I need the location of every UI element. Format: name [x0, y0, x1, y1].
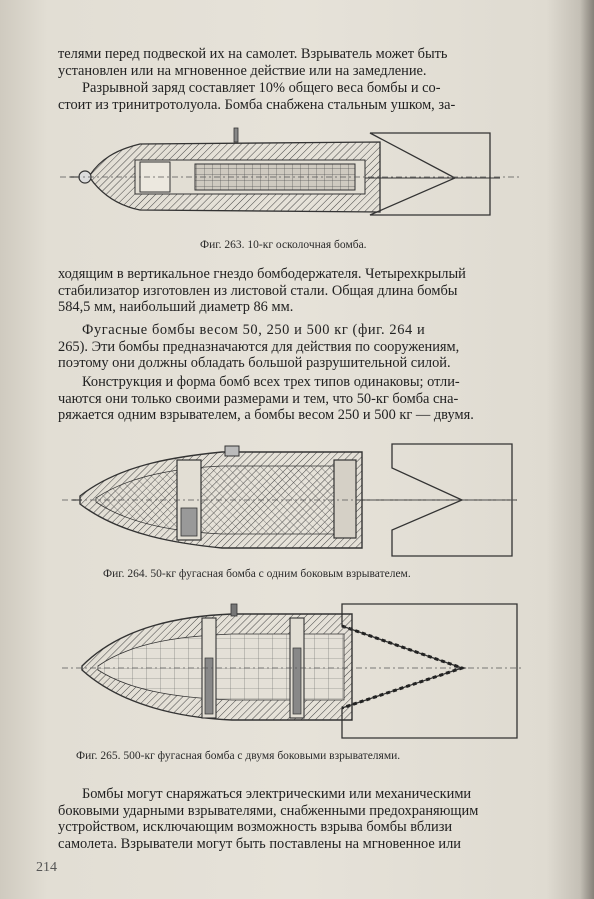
figure-265-caption: Фиг. 265. 500-кг фугасная бомба с двумя боковыми взрывателями. [76, 750, 401, 762]
figure-263 [60, 120, 530, 235]
paragraph-3 [58, 266, 558, 316]
paragraph-5 [58, 374, 558, 424]
demolition-bomb-500kg-drawing [62, 598, 527, 743]
text-line: 584,5 мм, наибольший диаметр 86 мм. [58, 299, 294, 316]
text-line: 265). Эти бомбы предназначаются для действия по сооружениям, [58, 338, 460, 355]
text-line: Фугасные бомбы весом 50, 250 и 500 кг (фиг. 264 и [82, 322, 426, 338]
text-line: самолета. Взрыватели могут быть поставлены на мгновенное или [58, 835, 461, 852]
text-line: Конструкция и форма бомб всех трех типов одинаковы; отли- [82, 374, 460, 390]
text-line: Разрывной заряд составляет 10% общего веса бомбы и со- [82, 80, 441, 96]
fragmentation-bomb-drawing [60, 120, 530, 235]
text-line: телями перед подвеской их на самолет. Взрыватель может быть [58, 46, 448, 62]
figure-263-caption: Фиг. 263. 10-кг осколочная бомба. [200, 239, 367, 251]
text-line: ходящим в вертикальное гнездо бомбодержателя. Четырехкрылый [58, 266, 466, 282]
text-line: установлен или на мгновенное действие или на замедление. [58, 62, 427, 79]
page-number: 214 [36, 860, 57, 875]
text-line: устройством, исключающим возможность взрыва бомбы вблизи [58, 819, 453, 836]
figure-264 [62, 438, 527, 563]
text-line: поэтому они должны обладать большой разрушительной силой. [58, 355, 451, 372]
text-line: чаются они только своими размерами и тем, что 50-кг бомба сна- [58, 390, 459, 407]
page-edge-shadow [580, 0, 594, 899]
text-line: боковыми ударными взрывателями, снабженными предохраняющим [58, 802, 479, 819]
text-line: Бомбы могут снаряжаться электрическими или механическими [82, 786, 472, 802]
text-line: стоит из тринитротолуола. Бомба снабжена стальным ушком, за- [58, 96, 456, 113]
paragraph-1 [58, 46, 558, 79]
demolition-bomb-50kg-drawing [62, 438, 527, 563]
figure-264-caption: Фиг. 264. 50-кг фугасная бомба с одним боковым взрывателем. [103, 568, 411, 580]
text-line: ряжается одним взрывателем, а бомбы весом 250 и 500 кг — двумя. [58, 407, 474, 424]
figure-265 [62, 598, 527, 743]
paragraph-6 [58, 786, 558, 852]
paragraph-2 [58, 80, 558, 113]
paragraph-4 [58, 322, 558, 372]
text-line: стабилизатор изготовлен из листовой стали. Общая длина бомбы [58, 282, 458, 299]
